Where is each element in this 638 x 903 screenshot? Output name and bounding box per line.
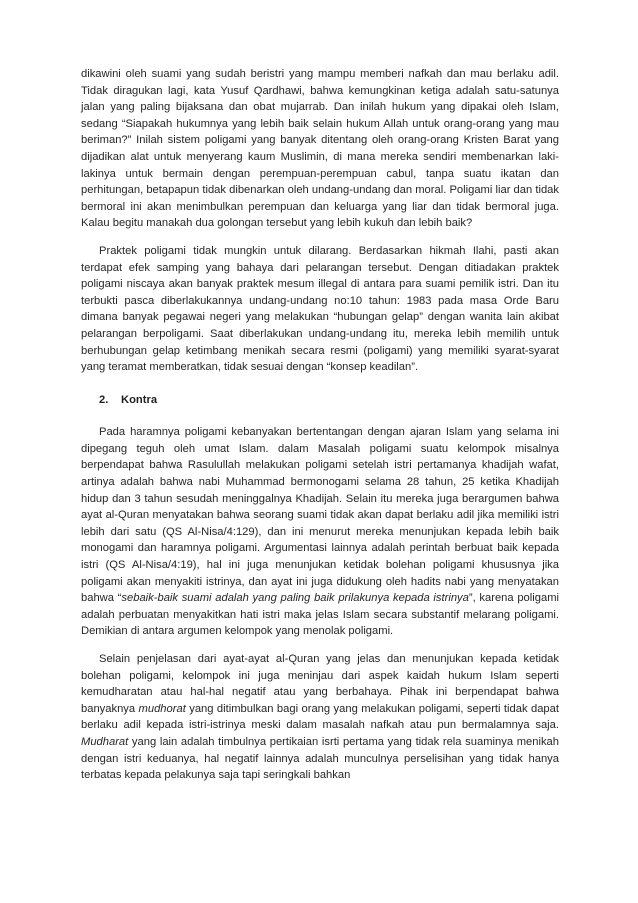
paragraph-kontra-argument: [81, 424, 559, 640]
paragraph-text: ”, karena poligami adalah perbuatan menyakitkan hati istri maka jelas Islam secara substantif melarang poligami. Demikian di antara argumen kelompok yang menolak poligami.: [81, 592, 559, 638]
paragraph-kaidah-hukum: [81, 651, 559, 784]
italic-term: Mudharat: [81, 735, 129, 748]
paragraph-continuation: dikawini oleh suami yang sudah beristri yang mampu memberi nafkah dan mau berlaku adil. Tidak diragukan lagi, kata Yusuf Qardhawi, bahwa kemungkinan ketiga adalah satu-satunya jalan yang paling bijaksana dan obat mujarrab. Dan inilah hukum yang dipakai oleh Islam, sedang “Siapakah hukumnya yang lebih baik selain hukum Allah untuk orang-orang yang mau beriman?” Inilah sistem poligami yang banyak ditentang oleh orang-orang Kristen Barat yang dijadikan alat untuk menyerang kaum Muslimin, di mana mereka sendiri membenarkan laki-lakinya untuk bermain dengan perempuan-perempuan cabul, tanpa suatu ikatan dan perhitungan, betapapun tidak dibenarkan oleh undang-undang dan moral. Poligami liar dan tidak bermoral ini akan menimbulkan perempuan dan keluarga yang liar dan tidak bermoral juga. Kalau begitu manakah dua golongan tersebut yang lebih kukuh dan lebih baik?: [81, 68, 559, 230]
hadith-quote: sebaik-baik suami adalah yang paling baik prilakunya kepada istrinya: [121, 592, 469, 605]
section-title: Kontra: [121, 393, 158, 406]
paragraph-text: yang ditimbulkan bagi orang yang melakukan poligami, seperti tidak dapat berlaku adil kepada istri-istrinya meski dalam masalah nafkah atau pun bermalamnya saja.: [81, 702, 559, 732]
paragraph-text: Selain penjelasan dari ayat-ayat al-Quran yang jelas dan menunjukan kepada ketidak bolehan poligami, kelompok ini juga meninjau dari aspek kaidah hukum Islam seperti kemudharatan atau hal-hal negatif atau yang berbahaya. Pihak ini berpendapat bahwa banyaknya: [81, 653, 559, 715]
italic-term: mudhorat: [138, 702, 186, 715]
paragraph-praktek-poligami: Praktek poligami tidak mungkin untuk dilarang. Berdasarkan hikmah Ilahi, pasti akan terdapat efek samping yang bahaya dari pelarangan tersebut. Dengan ditiadakan praktek poligami niscaya akan banyak praktek mesum illegal di antara para suami pemilik istri. Dan itu terbukti pasca diberlakukannya undang-undang no:10 tahun: 1983 pada masa Orde Baru dimana banyak pegawai negeri yang melakukan “hubungan gelap” dengan wanita lain akibat pelarangan berpoligami. Saat diberlakukan undang-undang itu, mereka lebih memilih untuk berhubungan gelap ketimbang menikah secara resmi (poligami) yang memiliki syarat-syarat yang teramat memberatkan, tidak sesuai dengan “konsep keadilan”.: [81, 244, 559, 374]
document-body: [81, 66, 559, 784]
paragraph-text: Pada haramnya poligami kebanyakan bertentangan dengan ajaran Islam yang selama ini dipegang teguh oleh umat Islam. dalam Masalah poligami suatu kelompok misalnya berpendapat bahwa Rasulullah melakukan poligami setelah istri pertamanya khadijah wafat, artinya adalah bahwa nabi Muhammad bermonogami selama 28 tahun, 25 ketika Khadijah hidup dan 3 tahun sesudah meninggalnya Khadijah. Selain itu mereka juga berargumen bahwa ayat al-Quran menyatakan bahwa seorang suami tidak akan dapat berlaku adil jika memiliki istri lebih dari satu (QS Al-Nisa/4:129), dan ini menurut mereka menunjukan kepada lebih baik monogami dan haramnya poligami. Argumentasi lainnya adalah perintah berbuat baik kepada istri (QS Al-Nisa/4:19), hal ini juga menunjukan ketidak bolehan poligami khususnya jika poligami akan menyakiti istrinya, dan ayat ini juga didukung oleh hadits nabi yang menyatakan bahwa “: [81, 426, 559, 605]
section-heading-kontra: [81, 392, 559, 409]
section-number: 2.: [99, 393, 109, 406]
paragraph-text: yang lain adalah timbulnya pertikaian isrti pertama yang tidak rela suaminya menikah dengan istri keduanya, hal negatif lainnya adalah munculnya perselisihan yang tidak hanya terbatas kepada pelakunya saja tapi seringkali bahkan: [81, 735, 559, 782]
